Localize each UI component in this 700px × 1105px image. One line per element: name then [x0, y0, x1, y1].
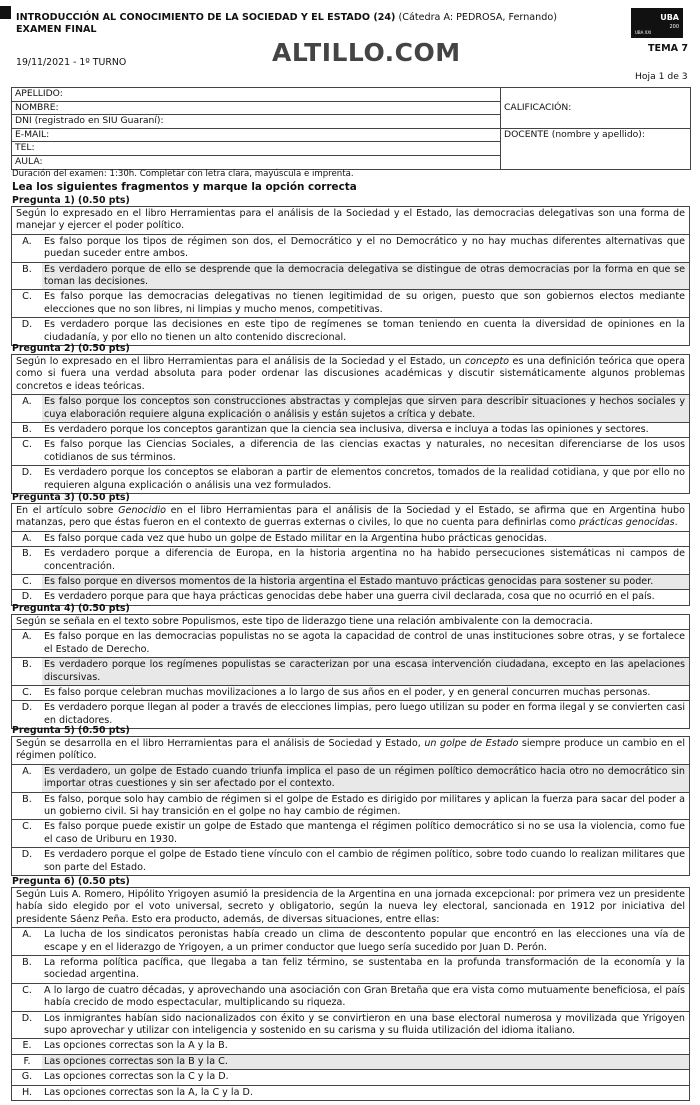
- option-text: Es falso porque en diversos momentos de la historia argentina el Estado mantuvo prácticas genocidas para sostener su poder.: [42, 575, 689, 589]
- stem-text: Según lo expresado en el libro Herramientas para el análisis de la Sociedad y el Estado, un: [16, 356, 465, 367]
- answer-option[interactable]: [12, 847, 689, 875]
- question-label: Pregunta 3) (0.50 pts): [12, 492, 130, 503]
- stem-italic-term: concepto: [464, 356, 509, 367]
- stem-text: .: [674, 517, 678, 529]
- option-letter: D.: [21, 591, 33, 603]
- field-apellido[interactable]: APELLIDO:: [12, 88, 501, 102]
- option-letter: G.: [21, 1071, 33, 1083]
- option-letter: A.: [22, 631, 32, 643]
- option-text: Es falso porque las democracias delegativas no tienen legitimidad de su origen, puesto que son gobiernos electos mediante elecciones que no son libres, ni limpias y mucho menos, competitivas.: [44, 291, 685, 315]
- option-text: Las opciones correctas son la C y la D.: [44, 1071, 229, 1083]
- question-1: [11, 195, 690, 346]
- option-text: Es falso porque cada vez que hubo un golpe de Estado militar en la Argentina hubo prácticas genocidas.: [44, 532, 547, 544]
- option-letter: C.: [22, 984, 32, 996]
- option-letter: F.: [23, 1055, 31, 1067]
- question-label: Pregunta 4) (0.50 pts): [12, 603, 130, 614]
- stem-text: Según se señala en el texto sobre Populismos, este tipo de liderazgo tiene una relación ambivalente con la democracia.: [16, 616, 593, 627]
- answer-option[interactable]: [12, 531, 689, 546]
- option-text: Es falso porque celebran muchas movilizaciones a lo largo de sus años en el poder, y en general concurren muchas personas.: [44, 687, 651, 699]
- answer-option[interactable]: [12, 394, 689, 422]
- course-name: INTRODUCCIÓN AL CONOCIMIENTO DE LA SOCIEDAD Y EL ESTADO (24): [16, 12, 396, 23]
- option-text: Es falso porque los conceptos son construcciones abstractas y complejas que sirven para describir situaciones y hechos sociales y cuya elaboración requiere alguna explicación o análisis y están sujetos a crítica y debate.: [42, 395, 689, 422]
- question-label: Pregunta 5) (0.50 pts): [12, 725, 130, 736]
- option-text: Es verdadero, un golpe de Estado cuando triunfa implica el paso de un régimen político democrático hacia otro no democrático sin importar otras cuestiones y sin ser afectado por el contexto.: [42, 765, 689, 792]
- answer-option[interactable]: [12, 1038, 689, 1053]
- option-text: Es verdadero porque los conceptos se elaboran a partir de elementos concretos, tomados de la realidad cotidiana, y que por ello no requieren alguna explicación o análisis una vez formulados.: [44, 467, 685, 491]
- question-4: [11, 603, 690, 729]
- field-docente[interactable]: DOCENTE (nombre y apellido):: [501, 128, 691, 169]
- answer-option[interactable]: [12, 234, 689, 262]
- answer-option[interactable]: [12, 317, 689, 345]
- option-text: Es verdadero porque para que haya prácticas genocidas debe haber una guerra civil declarada, cosa que no ocurrió en el país.: [44, 591, 655, 603]
- question-box: [11, 503, 690, 606]
- field-dni[interactable]: DNI (registrado en SIU Guaraní):: [12, 115, 501, 129]
- question-box: [11, 887, 690, 1101]
- option-letter: D.: [21, 319, 33, 331]
- option-text: Los inmigrantes habían sido nacionalizados con éxito y se convirtieron en una base electoral numerosa y movilizada que Yrigoyen supo aprovechar y utilizar con inteligencia y sostenido en su carisma y su fluida utilización del idioma italiano.: [44, 1012, 685, 1037]
- stem-italic-term: un golpe de Estado: [424, 738, 519, 749]
- question-label: Pregunta 2) (0.50 pts): [12, 343, 130, 354]
- option-text: Es verdadero porque a diferencia de Europa, en la historia argentina no ha habido persecuciones sistemáticas ni campos de concentración.: [44, 548, 685, 572]
- question-6: [11, 876, 690, 1101]
- stem-text: en el libro Herramientas para el análisis de la Sociedad y el Estado, se afirma que en Argentina hubo matanzas, pero que éstas fueron en el contexto de guerras externas o civiles, lo que no cuenta para definirlas como: [16, 505, 685, 529]
- question-box: [11, 206, 690, 346]
- answer-option[interactable]: [12, 685, 689, 700]
- stem-text: Según Luis A. Romero, Hipólito Yrigoyen asumió la presidencia de la Argentina en una jornada excepcional: por primera vez un presidente había sido elegido por el voto universal, secreto y obligatorio, según la nueva ley electoral, sancionada en 1912 por iniciativa del presidente Sáenz Peña. Esto era producto, además, de diversas situaciones, entre ellas:: [16, 889, 685, 925]
- option-text: Es verdadero porque los conceptos garantizan que la ciencia sea inclusiva, diversa e incluya a todas las opiniones y sectores.: [44, 424, 649, 436]
- question-label: Pregunta 1) (0.50 pts): [12, 195, 130, 206]
- option-letter: A.: [22, 235, 32, 247]
- question-3: [11, 492, 690, 606]
- option-text: Es verdadero porque las decisiones en este tipo de regímenes se toman teniendo en cuenta la diversidad de opiniones en la ciudadanía, y por ello no tienen un alto contenido discrecional.: [44, 319, 685, 343]
- option-letter: B.: [22, 957, 32, 969]
- question-stem: [12, 737, 689, 764]
- field-calificacion[interactable]: CALIFICACIÓN:: [501, 88, 691, 129]
- stem-text: Según se desarrolla en el libro Herramientas para el análisis de Sociedad y Estado,: [16, 738, 425, 749]
- option-letter: C.: [22, 576, 32, 588]
- field-tel[interactable]: TEL:: [12, 142, 501, 156]
- question-2: [11, 343, 690, 494]
- option-text: Las opciones correctas son la B y la C.: [42, 1055, 689, 1069]
- watermark: ALTILLO.COM: [272, 38, 461, 67]
- option-text: Es falso porque puede existir un golpe de Estado que mantenga el régimen político democrático si no se usa la violencia, como fue el caso de Uriburu en 1930.: [44, 821, 685, 845]
- answer-option[interactable]: [12, 764, 689, 792]
- option-letter: A.: [22, 532, 32, 544]
- option-text: Es falso porque los tipos de régimen son dos, el Democrático y el no Democrático y no hay muchas diferentes alternativas que puedan suceder entre ambos.: [44, 235, 685, 260]
- option-letter: B.: [22, 793, 32, 805]
- question-box: [11, 736, 690, 876]
- option-text: A lo largo de cuatro décadas, y aprovechando una asociación con Gran Bretaña que era vista como mutuamente beneficiosa, el país había crecido de modo espectacular, multiplicando su riqueza.: [44, 984, 685, 1009]
- answer-option[interactable]: [12, 437, 689, 465]
- question-stem: [12, 504, 689, 531]
- option-letter: C.: [22, 821, 32, 833]
- field-email[interactable]: E-MAIL:: [12, 128, 501, 142]
- catedra: (Cátedra A: PEDROSA, Fernando): [398, 12, 557, 23]
- logo-text: UBA: [660, 13, 679, 22]
- question-stem: [12, 888, 689, 927]
- option-text: Las opciones correctas son la A, la C y la D.: [44, 1086, 253, 1098]
- option-letter: B.: [22, 424, 32, 436]
- option-letter: A.: [22, 929, 32, 941]
- question-stem: [12, 615, 689, 629]
- instructions: Lea los siguientes fragmentos y marque la opción correcta: [12, 181, 357, 193]
- stem-text: En el artículo sobre: [16, 505, 119, 516]
- answer-option[interactable]: [12, 1069, 689, 1084]
- option-letter: A.: [22, 396, 32, 408]
- option-text: Es falso porque en las democracias populistas no se agota la capacidad de control de unas instituciones sobre otras, y se fortalece el Estado de Derecho.: [44, 631, 685, 655]
- option-text: Es verdadero porque el golpe de Estado tiene vínculo con el cambio de régimen político, sobre todo cuando lo realizan militares que son parte del Estado.: [44, 849, 685, 873]
- answer-option[interactable]: [12, 574, 689, 589]
- option-letter: E.: [22, 1040, 32, 1052]
- answer-option[interactable]: [12, 657, 689, 685]
- exam-date: 19/11/2021 - 1º TURNO: [16, 57, 127, 68]
- field-nombre[interactable]: NOMBRE:: [12, 101, 501, 115]
- answer-option[interactable]: [12, 289, 689, 317]
- question-5: [11, 725, 690, 876]
- answer-option[interactable]: [12, 1054, 689, 1069]
- uba-logo: [631, 8, 683, 38]
- answer-option[interactable]: [12, 465, 689, 493]
- question-stem: [12, 207, 689, 234]
- logo-subtext: UBA XXI: [635, 30, 652, 35]
- option-text: Es verdadero porque de ello se desprende que la democracia delegativa se distingue de otras democracias por la forma en que se toman las decisiones.: [42, 263, 689, 290]
- field-aula[interactable]: AULA:: [12, 155, 501, 169]
- answer-option[interactable]: [12, 1085, 689, 1100]
- option-letter: B.: [22, 548, 32, 560]
- option-letter: D.: [21, 467, 33, 479]
- option-text: La reforma política pacífica, que llegaba a tan feliz término, se sustentaba en la profunda transformación de la economía y la sociedad argentina.: [44, 957, 685, 981]
- tema-label: TEMA 7: [648, 43, 689, 54]
- answer-option[interactable]: [12, 262, 689, 290]
- option-text: La lucha de los sindicatos peronistas había creado un clima de descontento popular que encontró en las elecciones una vía de escape y en el liderazgo de Yrigoyen, a un primer conductor que luego sería sucedido por Juan D. Perón.: [44, 929, 685, 953]
- answer-option[interactable]: [12, 955, 689, 983]
- duration-note: Duración del examen: 1:30h. Completar con letra clara, mayúscula e imprenta.: [12, 169, 354, 179]
- exam-type: EXAMEN FINAL: [16, 24, 97, 35]
- question-box: [11, 354, 690, 494]
- answer-option[interactable]: [12, 819, 689, 847]
- question-box: [11, 614, 690, 729]
- option-letter: D.: [21, 702, 33, 714]
- answer-option[interactable]: [12, 422, 689, 437]
- stem-italic-term: prácticas genocidas: [578, 517, 675, 529]
- student-info-table: [11, 87, 691, 170]
- stem-text: Según lo expresado en el libro Herramientas para el análisis de la Sociedad y el Estado, las democracias delegativas son una forma de manejar y ejercer el poder político.: [16, 208, 685, 232]
- question-stem: [12, 355, 689, 394]
- header-marker: [0, 6, 11, 19]
- page-indicator: Hoja 1 de 3: [635, 71, 688, 82]
- option-letter: C.: [22, 439, 32, 451]
- option-letter: B.: [22, 659, 32, 671]
- option-letter: C.: [22, 291, 32, 303]
- option-text: Es verdadero porque llegan al poder a través de elecciones limpias, pero luego utilizan su poder en forma ilegal y se convierten casi en dictadores.: [44, 702, 685, 726]
- stem-text: siempre produce un cambio en el régimen político.: [16, 738, 685, 762]
- option-letter: D.: [21, 1012, 33, 1024]
- option-text: Es verdadero porque los regímenes populistas se caracterizan por una escasa intervención ciudadana, excepto en las apelaciones discursivas.: [42, 658, 689, 685]
- option-text: Las opciones correctas son la A y la B.: [44, 1040, 228, 1052]
- answer-option[interactable]: [12, 983, 689, 1011]
- stem-italic-term: Genocidio: [118, 505, 166, 516]
- question-label: Pregunta 6) (0.50 pts): [12, 876, 130, 887]
- answer-option[interactable]: [12, 792, 689, 820]
- option-letter: A.: [22, 765, 32, 777]
- answer-option[interactable]: [12, 927, 689, 955]
- course-title: [16, 11, 557, 24]
- answer-option[interactable]: [12, 1011, 689, 1039]
- option-letter: H.: [21, 1086, 33, 1098]
- option-letter: C.: [22, 687, 32, 699]
- logo-number: 200: [669, 24, 679, 30]
- answer-option[interactable]: [12, 546, 689, 574]
- answer-option[interactable]: [12, 629, 689, 657]
- option-text: Es falso, porque solo hay cambio de régimen si el golpe de Estado es dirigido por militares y aplican la fuerza para sacar del poder a un gobierno civil. Si hay transición en el golpe no hay cambio de régimen.: [44, 793, 685, 818]
- option-text: Es falso porque las Ciencias Sociales, a diferencia de las ciencias exactas y naturales, no necesitan diferenciarse de los usos cotidianos de sus términos.: [44, 439, 685, 463]
- option-letter: D.: [21, 849, 33, 861]
- option-letter: B.: [22, 263, 32, 275]
- stem-text: es una definición teórica que opera como si fuera una verdad absoluta para poder ordenar las discusiones académicas y discutir sistemáticamente algunos problemas concretos e ideas teóricas.: [16, 356, 685, 392]
